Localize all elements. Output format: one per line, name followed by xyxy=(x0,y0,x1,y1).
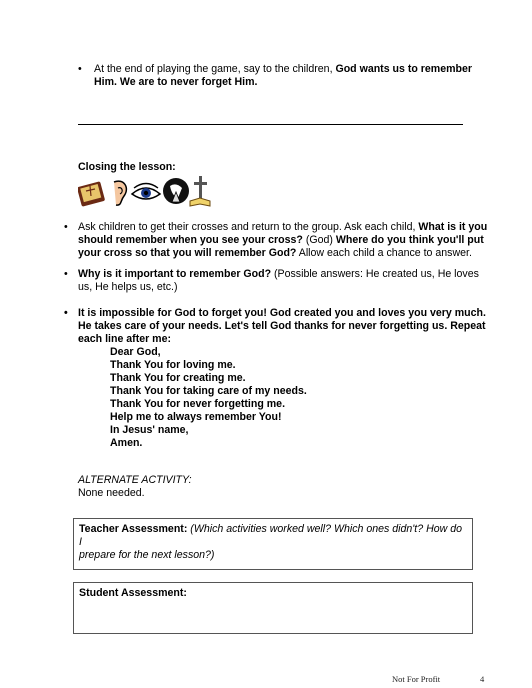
bullet-2-answers-2: us, He helps us, etc.) xyxy=(78,281,178,293)
closing-heading: Closing the lesson: xyxy=(78,161,176,173)
prayer-line: Amen. xyxy=(110,437,143,449)
prayer-line: In Jesus' name, xyxy=(110,424,189,436)
praying-hands-icon xyxy=(163,178,189,204)
teacher-assessment-prompt-2: prepare for the next lesson?) xyxy=(79,549,215,561)
bullet-item-1 xyxy=(64,221,494,260)
bullet-1-text: Ask children to get their crosses and return to the group. Ask each child, xyxy=(78,221,419,233)
bullet-item-3 xyxy=(64,307,494,450)
bullet-3-line-3: each line after me: xyxy=(78,333,172,345)
bullet-1-question-3: Where do you think you'll put xyxy=(335,234,484,246)
bible-icon xyxy=(78,181,105,207)
cross-book-icon xyxy=(190,176,210,206)
eye-icon xyxy=(132,184,160,200)
top-bullet-bold: God wants us to remember xyxy=(335,63,473,75)
top-bullet xyxy=(80,63,480,89)
bullet-marker: • xyxy=(64,221,68,233)
bullet-item-2 xyxy=(64,268,494,294)
teacher-assessment-box[interactable] xyxy=(73,518,473,570)
page-number: 4 xyxy=(480,674,485,684)
bullet-1-instruction: Allow each child a chance to answer. xyxy=(296,247,472,259)
ear-icon xyxy=(114,181,126,205)
prayer-line: Dear God, xyxy=(110,346,161,358)
closing-icons xyxy=(78,174,213,208)
bullet-2-question: Why is it important to remember God? xyxy=(78,268,272,280)
bullet-2-answers: (Possible answers: He created us, He loves xyxy=(271,268,479,280)
prayer-line: Thank You for never forgetting me. xyxy=(110,398,286,410)
bullet-3-line-1: It is impossible for God to forget you! God created you and loves you very much. xyxy=(78,307,486,319)
top-bullet-text: At the end of playing the game, say to the children, xyxy=(94,63,336,75)
horizontal-rule xyxy=(78,124,463,125)
alternate-text: None needed. xyxy=(78,487,145,499)
alternate-activity xyxy=(78,474,192,500)
student-assessment-label: Student Assessment: xyxy=(79,587,187,599)
bullet-1-question-4: your cross so that you will remember God? xyxy=(78,247,297,259)
prayer xyxy=(110,346,494,450)
student-assessment-box[interactable] xyxy=(73,582,473,634)
footer-text: Not For Profit xyxy=(392,674,441,684)
bullet-3-line-2: He takes care of your needs. Let's tell God thanks for never forgetting us. Repeat xyxy=(78,320,486,332)
prayer-line: Thank You for loving me. xyxy=(110,359,236,371)
prayer-line: Thank You for creating me. xyxy=(110,372,246,384)
bullet-marker: • xyxy=(78,63,82,75)
teacher-assessment-label: Teacher Assessment: xyxy=(79,523,188,535)
bullet-marker: • xyxy=(64,307,68,319)
top-bullet-bold-2: Him. We are to never forget Him. xyxy=(94,76,258,88)
bullet-marker: • xyxy=(64,268,68,280)
prayer-line: Help me to always remember You! xyxy=(110,411,282,423)
bullet-1-question-2: should remember when you see your cross? xyxy=(78,234,303,246)
alternate-heading: ALTERNATE ACTIVITY: xyxy=(78,474,192,486)
prayer-line: Thank You for taking care of my needs. xyxy=(110,385,307,397)
teacher-assessment-prompt: (Which activities worked well? Which ones didn't? How do I xyxy=(79,523,462,548)
bullet-1-answer: (God) xyxy=(302,234,336,246)
bullet-1-question: What is it you xyxy=(418,221,488,233)
